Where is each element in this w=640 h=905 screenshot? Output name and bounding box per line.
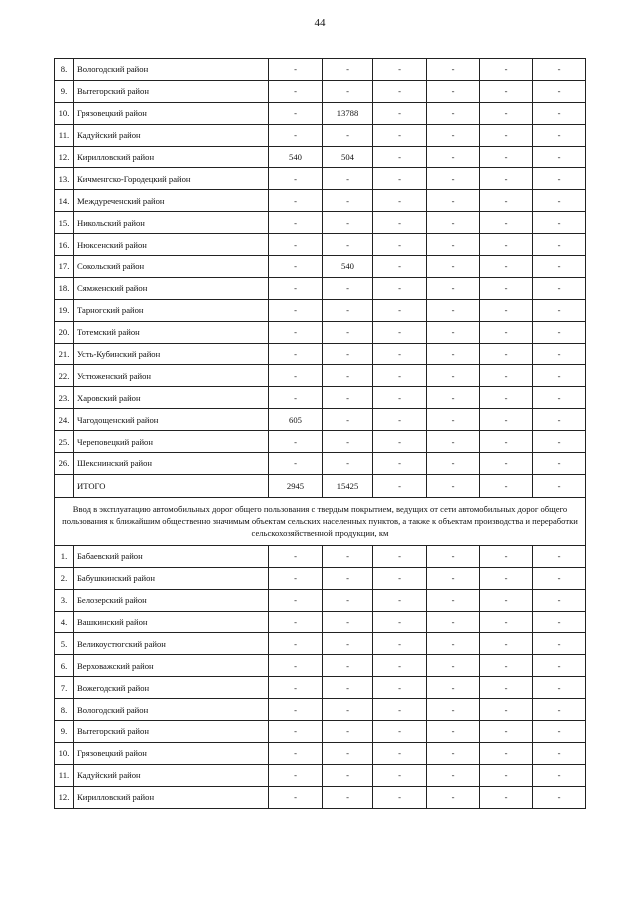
value-cell: - xyxy=(480,102,533,124)
value-cell: - xyxy=(373,611,427,633)
district-name: Бабушкинский район xyxy=(74,567,269,589)
row-number: 2. xyxy=(55,567,74,589)
district-name: Грязовецкий район xyxy=(74,742,269,764)
value-cell: - xyxy=(533,299,586,321)
value-cell: - xyxy=(427,102,480,124)
table-row xyxy=(55,102,586,124)
table-row xyxy=(55,321,586,343)
value-cell: - xyxy=(533,453,586,475)
value-cell: - xyxy=(533,365,586,387)
value-cell: - xyxy=(323,59,373,81)
table-row xyxy=(55,387,586,409)
value-cell: - xyxy=(533,764,586,786)
value-cell: - xyxy=(533,655,586,677)
table-row xyxy=(55,742,586,764)
row-number: 25. xyxy=(55,431,74,453)
table-row xyxy=(55,545,586,567)
value-cell: - xyxy=(427,409,480,431)
table-row xyxy=(55,343,586,365)
value-cell: - xyxy=(323,742,373,764)
value-cell: - xyxy=(480,633,533,655)
value-cell: 13788 xyxy=(323,102,373,124)
value-cell: - xyxy=(533,545,586,567)
value-cell: - xyxy=(480,299,533,321)
district-name: Вологодский район xyxy=(74,699,269,721)
total-value: - xyxy=(373,474,427,497)
row-number: 9. xyxy=(55,80,74,102)
value-cell: - xyxy=(533,59,586,81)
row-number: 10. xyxy=(55,742,74,764)
value-cell: - xyxy=(480,277,533,299)
row-number: 20. xyxy=(55,321,74,343)
value-cell: - xyxy=(373,431,427,453)
table-row xyxy=(55,589,586,611)
row-number: 18. xyxy=(55,277,74,299)
value-cell: - xyxy=(480,431,533,453)
value-cell: - xyxy=(323,277,373,299)
value-cell: - xyxy=(427,168,480,190)
value-cell: - xyxy=(323,589,373,611)
value-cell: - xyxy=(480,146,533,168)
value-cell: - xyxy=(533,212,586,234)
value-cell: - xyxy=(427,742,480,764)
value-cell: - xyxy=(427,146,480,168)
district-name: Бабаевский район xyxy=(74,545,269,567)
value-cell: - xyxy=(480,365,533,387)
value-cell: - xyxy=(269,124,323,146)
row-number: 14. xyxy=(55,190,74,212)
district-name: Кирилловский район xyxy=(74,786,269,808)
value-cell: - xyxy=(269,589,323,611)
table-row xyxy=(55,277,586,299)
value-cell: - xyxy=(533,409,586,431)
section-heading-body xyxy=(55,497,586,545)
value-cell: - xyxy=(427,589,480,611)
table-row xyxy=(55,168,586,190)
value-cell: - xyxy=(373,234,427,256)
value-cell: - xyxy=(323,764,373,786)
value-cell: - xyxy=(373,764,427,786)
value-cell: - xyxy=(269,742,323,764)
value-cell: - xyxy=(373,59,427,81)
value-cell: 504 xyxy=(323,146,373,168)
value-cell: 540 xyxy=(323,256,373,278)
value-cell: - xyxy=(480,742,533,764)
table-row xyxy=(55,212,586,234)
value-cell: - xyxy=(533,190,586,212)
value-cell: - xyxy=(373,321,427,343)
table-body-bottom xyxy=(55,545,586,808)
value-cell: - xyxy=(427,190,480,212)
value-cell: - xyxy=(533,589,586,611)
table-row xyxy=(55,677,586,699)
value-cell: - xyxy=(269,102,323,124)
value-cell: - xyxy=(323,699,373,721)
value-cell: - xyxy=(269,764,323,786)
value-cell: - xyxy=(323,786,373,808)
value-cell: - xyxy=(480,764,533,786)
table-row xyxy=(55,190,586,212)
district-name: Усть-Кубинский район xyxy=(74,343,269,365)
district-name: Харовский район xyxy=(74,387,269,409)
row-number: 11. xyxy=(55,124,74,146)
value-cell: - xyxy=(269,721,323,743)
district-name: Вологодский район xyxy=(74,59,269,81)
value-cell: 540 xyxy=(269,146,323,168)
value-cell: - xyxy=(323,168,373,190)
value-cell: - xyxy=(427,567,480,589)
value-cell: - xyxy=(533,387,586,409)
value-cell: - xyxy=(373,256,427,278)
value-cell: - xyxy=(427,721,480,743)
value-cell: - xyxy=(480,567,533,589)
value-cell: - xyxy=(323,190,373,212)
value-cell: - xyxy=(533,742,586,764)
district-name: Сямженский район xyxy=(74,277,269,299)
district-name: Вожегодский район xyxy=(74,677,269,699)
value-cell: - xyxy=(480,699,533,721)
value-cell: - xyxy=(480,80,533,102)
value-cell: - xyxy=(427,299,480,321)
value-cell: - xyxy=(533,699,586,721)
value-cell: - xyxy=(323,721,373,743)
row-number: 10. xyxy=(55,102,74,124)
value-cell: - xyxy=(480,343,533,365)
value-cell: - xyxy=(373,633,427,655)
value-cell: - xyxy=(373,453,427,475)
value-cell: - xyxy=(373,212,427,234)
value-cell: - xyxy=(269,431,323,453)
table-row xyxy=(55,146,586,168)
table-row xyxy=(55,655,586,677)
row-number: 24. xyxy=(55,409,74,431)
table-row xyxy=(55,633,586,655)
row-number: 11. xyxy=(55,764,74,786)
value-cell: - xyxy=(480,212,533,234)
value-cell: - xyxy=(323,567,373,589)
value-cell: - xyxy=(323,212,373,234)
value-cell: - xyxy=(427,633,480,655)
value-cell: - xyxy=(373,409,427,431)
table-row xyxy=(55,409,586,431)
value-cell: - xyxy=(533,721,586,743)
value-cell: - xyxy=(480,409,533,431)
table-row xyxy=(55,365,586,387)
value-cell: - xyxy=(323,343,373,365)
value-cell: - xyxy=(427,611,480,633)
value-cell: - xyxy=(533,343,586,365)
value-cell: - xyxy=(269,786,323,808)
table-row xyxy=(55,453,586,475)
value-cell: - xyxy=(427,212,480,234)
row-number: 21. xyxy=(55,343,74,365)
table-row xyxy=(55,256,586,278)
value-cell: - xyxy=(427,365,480,387)
value-cell: - xyxy=(323,545,373,567)
row-number: 16. xyxy=(55,234,74,256)
value-cell: - xyxy=(427,277,480,299)
value-cell: - xyxy=(269,453,323,475)
row-number: 12. xyxy=(55,786,74,808)
value-cell: - xyxy=(373,545,427,567)
page-number: 44 xyxy=(314,17,326,29)
value-cell: - xyxy=(533,124,586,146)
section-heading: Ввод в эксплуатацию автомобильных дорог общего пользования с твердым покрытием, ведущих от сети автомобильных дорог общего пользования к ближайшим общественно значимым объектам сельских населенных пунктов, а также к объектам производства и переработки сельскохозяйственной продукции, км xyxy=(55,497,586,545)
value-cell: - xyxy=(323,234,373,256)
district-name: Тотемский район xyxy=(74,321,269,343)
value-cell: - xyxy=(427,655,480,677)
value-cell: - xyxy=(323,321,373,343)
row-number: 12. xyxy=(55,146,74,168)
value-cell: - xyxy=(480,234,533,256)
value-cell: - xyxy=(269,655,323,677)
value-cell: - xyxy=(269,80,323,102)
value-cell: - xyxy=(480,321,533,343)
value-cell: - xyxy=(269,387,323,409)
value-cell: - xyxy=(269,633,323,655)
table-row xyxy=(55,764,586,786)
value-cell: - xyxy=(373,677,427,699)
row-number: 15. xyxy=(55,212,74,234)
value-cell: - xyxy=(323,453,373,475)
value-cell: - xyxy=(480,589,533,611)
table-row xyxy=(55,699,586,721)
value-cell: - xyxy=(480,655,533,677)
total-value: 15425 xyxy=(323,474,373,497)
district-name: Устюженский район xyxy=(74,365,269,387)
value-cell: - xyxy=(323,387,373,409)
value-cell: - xyxy=(373,277,427,299)
value-cell: - xyxy=(373,343,427,365)
table-body-top xyxy=(55,59,586,475)
district-name: Череповецкий район xyxy=(74,431,269,453)
district-name: Кадуйский район xyxy=(74,764,269,786)
row-number: 17. xyxy=(55,256,74,278)
district-name: Кичменгско-Городецкий район xyxy=(74,168,269,190)
value-cell: - xyxy=(373,655,427,677)
district-name: Вытегорский район xyxy=(74,721,269,743)
value-cell: - xyxy=(427,321,480,343)
value-cell: - xyxy=(427,80,480,102)
value-cell: - xyxy=(269,699,323,721)
value-cell: - xyxy=(323,655,373,677)
value-cell: - xyxy=(427,234,480,256)
district-table xyxy=(54,58,586,809)
value-cell: - xyxy=(480,453,533,475)
value-cell: - xyxy=(480,124,533,146)
district-name: Кадуйский район xyxy=(74,124,269,146)
table-row xyxy=(55,786,586,808)
table-row xyxy=(55,567,586,589)
value-cell: - xyxy=(427,786,480,808)
total-value: 2945 xyxy=(269,474,323,497)
value-cell: - xyxy=(269,59,323,81)
value-cell: - xyxy=(480,256,533,278)
value-cell: - xyxy=(323,124,373,146)
value-cell: - xyxy=(427,545,480,567)
row-number: 13. xyxy=(55,168,74,190)
value-cell: - xyxy=(427,764,480,786)
value-cell: - xyxy=(533,567,586,589)
value-cell: - xyxy=(480,190,533,212)
value-cell: - xyxy=(480,786,533,808)
table-row xyxy=(55,124,586,146)
table-row xyxy=(55,611,586,633)
district-name: Вашкинский район xyxy=(74,611,269,633)
value-cell: - xyxy=(427,256,480,278)
value-cell: - xyxy=(533,256,586,278)
value-cell: - xyxy=(373,786,427,808)
value-cell: - xyxy=(373,124,427,146)
value-cell: - xyxy=(373,146,427,168)
table-row xyxy=(55,234,586,256)
district-name: Междуреченский район xyxy=(74,190,269,212)
value-cell: - xyxy=(480,59,533,81)
value-cell: - xyxy=(269,299,323,321)
table-row xyxy=(55,80,586,102)
table-row xyxy=(55,59,586,81)
value-cell: - xyxy=(427,387,480,409)
value-cell: - xyxy=(373,387,427,409)
value-cell: - xyxy=(533,146,586,168)
value-cell: - xyxy=(373,299,427,321)
value-cell: - xyxy=(373,567,427,589)
value-cell: - xyxy=(269,321,323,343)
total-row xyxy=(55,474,586,497)
value-cell: 605 xyxy=(269,409,323,431)
value-cell: - xyxy=(323,299,373,321)
value-cell: - xyxy=(373,168,427,190)
row-number: 7. xyxy=(55,677,74,699)
district-name: Чагодощенский район xyxy=(74,409,269,431)
total-value: - xyxy=(533,474,586,497)
row-number: 5. xyxy=(55,633,74,655)
value-cell: - xyxy=(269,567,323,589)
value-cell: - xyxy=(323,409,373,431)
row-number: 1. xyxy=(55,545,74,567)
value-cell: - xyxy=(480,545,533,567)
district-name: Тарногский район xyxy=(74,299,269,321)
row-number: 22. xyxy=(55,365,74,387)
district-name: Сокольский район xyxy=(74,256,269,278)
value-cell: - xyxy=(269,212,323,234)
value-cell: - xyxy=(427,124,480,146)
total-value: - xyxy=(427,474,480,497)
table-row xyxy=(55,431,586,453)
row-number: 6. xyxy=(55,655,74,677)
value-cell: - xyxy=(323,431,373,453)
row-number: 3. xyxy=(55,589,74,611)
value-cell: - xyxy=(323,611,373,633)
value-cell: - xyxy=(480,387,533,409)
value-cell: - xyxy=(269,365,323,387)
value-cell: - xyxy=(373,721,427,743)
value-cell: - xyxy=(533,102,586,124)
value-cell: - xyxy=(427,343,480,365)
table-total xyxy=(55,474,586,497)
section-heading-row xyxy=(55,497,586,545)
row-number: 8. xyxy=(55,699,74,721)
value-cell: - xyxy=(427,59,480,81)
value-cell: - xyxy=(373,742,427,764)
district-name: Грязовецкий район xyxy=(74,102,269,124)
value-cell: - xyxy=(269,190,323,212)
value-cell: - xyxy=(269,611,323,633)
row-number: 23. xyxy=(55,387,74,409)
value-cell: - xyxy=(269,343,323,365)
district-name: Нюксенский район xyxy=(74,234,269,256)
value-cell: - xyxy=(427,677,480,699)
value-cell: - xyxy=(323,677,373,699)
value-cell: - xyxy=(533,431,586,453)
value-cell: - xyxy=(269,168,323,190)
district-name: Никольский район xyxy=(74,212,269,234)
value-cell: - xyxy=(427,699,480,721)
value-cell: - xyxy=(269,677,323,699)
row-number: 9. xyxy=(55,721,74,743)
value-cell: - xyxy=(373,102,427,124)
value-cell: - xyxy=(533,786,586,808)
district-name: Вытегорский район xyxy=(74,80,269,102)
value-cell: - xyxy=(269,256,323,278)
value-cell: - xyxy=(533,80,586,102)
value-cell: - xyxy=(480,611,533,633)
value-cell: - xyxy=(373,589,427,611)
value-cell: - xyxy=(323,80,373,102)
row-number: 8. xyxy=(55,59,74,81)
total-num-cell xyxy=(55,474,74,497)
value-cell: - xyxy=(533,168,586,190)
district-name: Шекснинский район xyxy=(74,453,269,475)
value-cell: - xyxy=(323,365,373,387)
row-number: 19. xyxy=(55,299,74,321)
value-cell: - xyxy=(533,234,586,256)
value-cell: - xyxy=(427,431,480,453)
value-cell: - xyxy=(269,545,323,567)
value-cell: - xyxy=(269,277,323,299)
district-name: Кирилловский район xyxy=(74,146,269,168)
value-cell: - xyxy=(480,677,533,699)
district-name: Белозерский район xyxy=(74,589,269,611)
district-name: Верховажский район xyxy=(74,655,269,677)
value-cell: - xyxy=(373,190,427,212)
table-row xyxy=(55,721,586,743)
value-cell: - xyxy=(533,677,586,699)
value-cell: - xyxy=(480,721,533,743)
table-row xyxy=(55,299,586,321)
value-cell: - xyxy=(373,80,427,102)
value-cell: - xyxy=(269,234,323,256)
value-cell: - xyxy=(373,365,427,387)
value-cell: - xyxy=(427,453,480,475)
value-cell: - xyxy=(533,277,586,299)
value-cell: - xyxy=(373,699,427,721)
district-name: Великоустюгский район xyxy=(74,633,269,655)
value-cell: - xyxy=(533,633,586,655)
total-label: ИТОГО xyxy=(74,474,269,497)
value-cell: - xyxy=(323,633,373,655)
value-cell: - xyxy=(533,321,586,343)
value-cell: - xyxy=(480,168,533,190)
row-number: 26. xyxy=(55,453,74,475)
total-value: - xyxy=(480,474,533,497)
row-number: 4. xyxy=(55,611,74,633)
value-cell: - xyxy=(533,611,586,633)
